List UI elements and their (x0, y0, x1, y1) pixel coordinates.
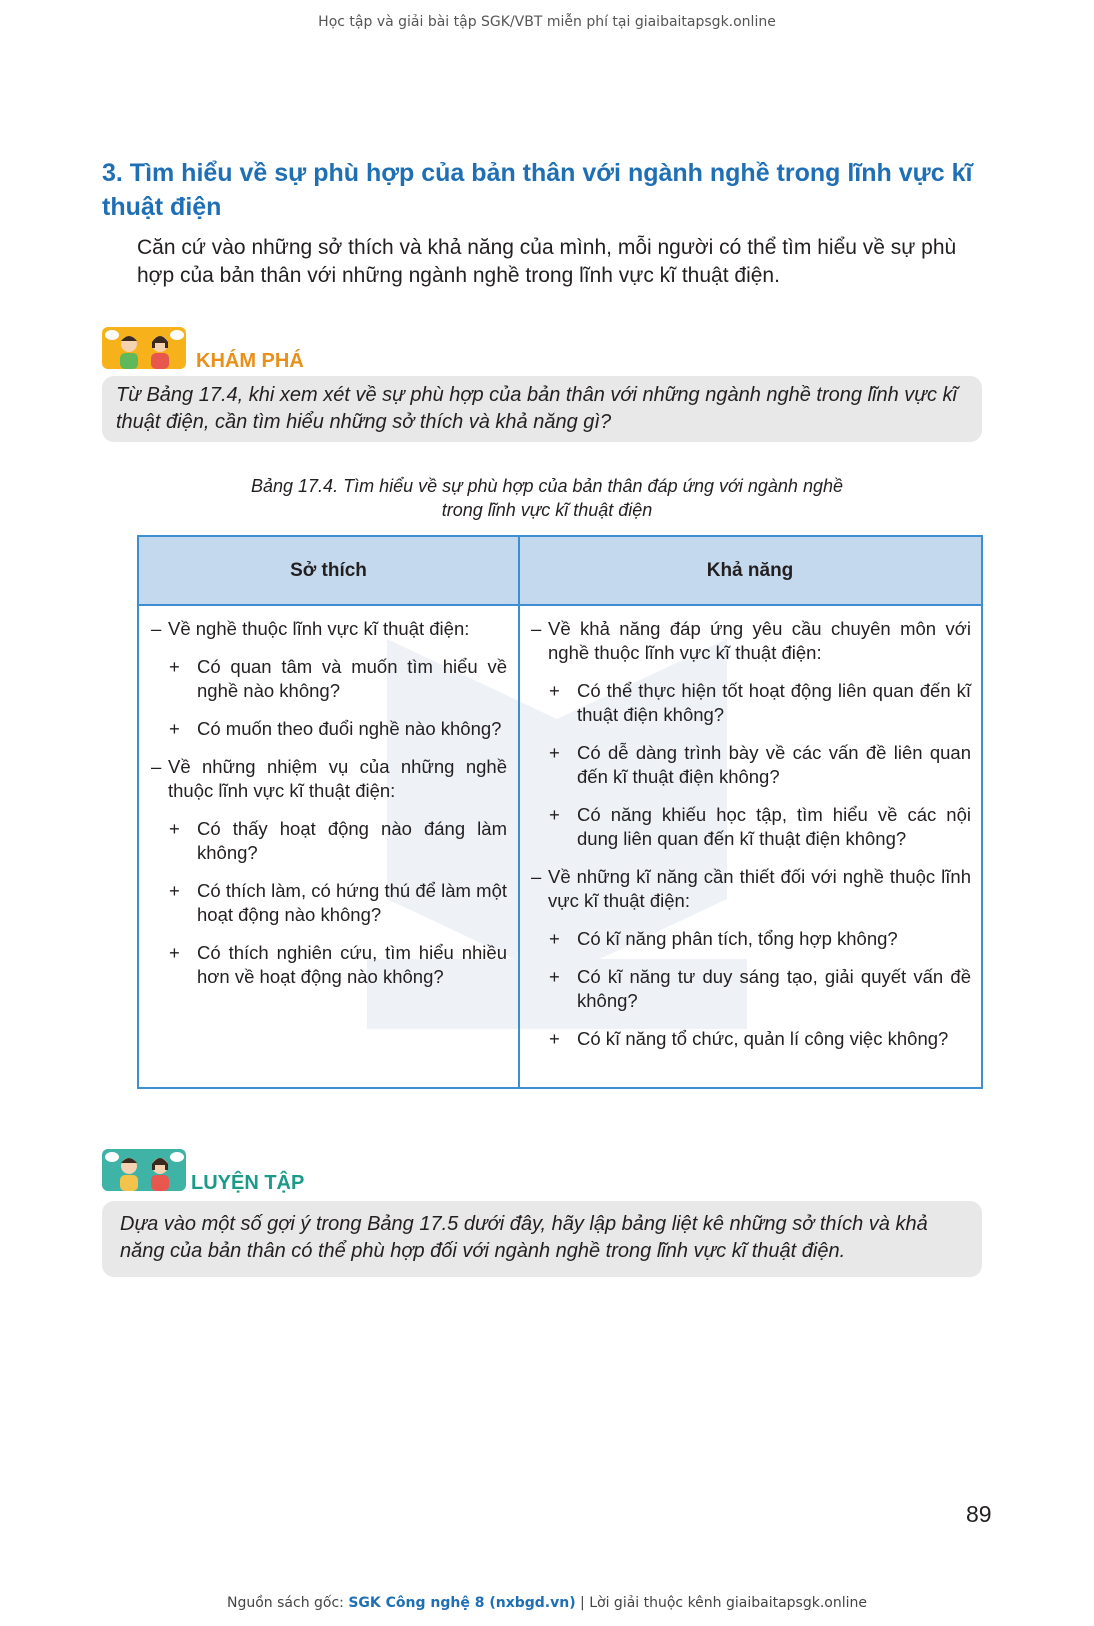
col-header-kha-nang: Khả năng (706, 560, 794, 581)
luyen-tap-badge-icon (102, 1149, 186, 1191)
caption-line-1: Bảng 17.4. Tìm hiểu về sự phù hợp của bản thân đáp ứng với ngành nghề (251, 476, 843, 496)
page-number: 89 (966, 1501, 992, 1527)
col-header-so-thich: Sở thích (290, 560, 367, 581)
list-item: + Có kĩ năng phân tích, tổng hợp không? (531, 927, 971, 951)
footer-suffix: | Lời giải thuộc kênh giaibaitapsgk.online (575, 1595, 867, 1611)
table-header-row (139, 537, 981, 606)
list-item: + Có thích làm, có hứng thú để làm một hoạt động nào không? (151, 879, 507, 927)
list-item: – Về những nhiệm vụ của những nghề thuộc lĩnh vực kĩ thuật điện: (151, 755, 507, 803)
list-item: + Có năng khiếu học tập, tìm hiểu về các nội dung liên quan đến kĩ thuật điện không? (531, 803, 971, 851)
luyen-tap-question: Dựa vào một số gợi ý trong Bảng 17.5 dưới đây, hãy lập bảng liệt kê những sở thích và khả năng của bản thân có thể phù hợp đối với ngành nghề trong lĩnh vực kĩ thuật điện. (102, 1201, 982, 1277)
caption-line-2: trong lĩnh vực kĩ thuật điện (441, 500, 653, 520)
so-thich-cell (151, 609, 507, 989)
list-item: + Có dễ dàng trình bày về các vấn đề liên quan đến kĩ thuật điện không? (531, 741, 971, 789)
list-item: – Về những kĩ năng cần thiết đối với nghề thuộc lĩnh vực kĩ thuật điện: (531, 865, 971, 913)
list-item: + Có muốn theo đuổi nghề nào không? (151, 717, 507, 741)
list-item: + Có thích nghiên cứu, tìm hiểu nhiều hơn về hoạt động nào không? (151, 941, 507, 989)
footer-source-link[interactable]: SGK Công nghệ 8 (nxbgd.vn) (348, 1595, 576, 1611)
kha-nang-cell (531, 609, 971, 1051)
header-note: Học tập và giải bài tập SGK/VBT miễn phí tại giaibaitapsgk.online (318, 14, 776, 30)
section-title: 3. Tìm hiểu về sự phù hợp của bản thân với ngành nghề trong lĩnh vực kĩ thuật điện (102, 159, 973, 221)
kham-pha-label: KHÁM PHÁ (196, 350, 304, 372)
list-item: + Có thấy hoạt động nào đáng làm không? (151, 817, 507, 865)
interest-ability-table (137, 535, 983, 1089)
list-item: + Có quan tâm và muốn tìm hiểu về nghề nào không? (151, 655, 507, 703)
list-item: + Có kĩ năng tổ chức, quản lí công việc không? (531, 1027, 971, 1051)
section-intro: Căn cứ vào những sở thích và khả năng của mình, mỗi người có thể tìm hiểu về sự phù hợp của bản thân với những ngành nghề trong lĩnh vực kĩ thuật điện. (137, 236, 957, 287)
table-caption (0, 474, 1094, 522)
column-divider (518, 537, 520, 1087)
list-item: – Về nghề thuộc lĩnh vực kĩ thuật điện: (151, 617, 507, 641)
footer (0, 1595, 1094, 1611)
luyen-tap-label: LUYỆN TẬP (191, 1172, 305, 1194)
kham-pha-question: Từ Bảng 17.4, khi xem xét về sự phù hợp của bản thân với những ngành nghề trong lĩnh vực kĩ thuật điện, cần tìm hiểu những sở thích và khả năng gì? (102, 376, 982, 442)
list-item: + Có kĩ năng tư duy sáng tạo, giải quyết vấn đề không? (531, 965, 971, 1013)
footer-prefix: Nguồn sách gốc: (227, 1595, 349, 1611)
list-item: + Có thể thực hiện tốt hoạt động liên quan đến kĩ thuật điện không? (531, 679, 971, 727)
kham-pha-badge-icon (102, 327, 186, 369)
list-item: – Về khả năng đáp ứng yêu cầu chuyên môn với nghề thuộc lĩnh vực kĩ thuật điện: (531, 617, 971, 665)
